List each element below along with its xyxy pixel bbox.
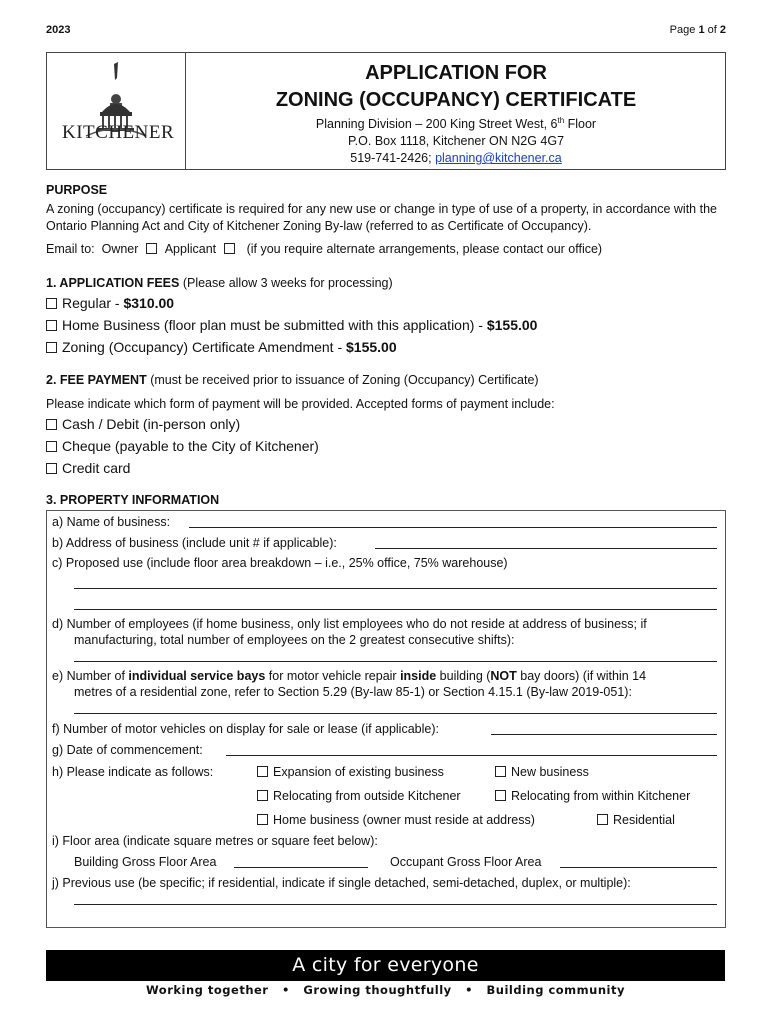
city-hall-logo-icon [46, 52, 186, 170]
fees-note: (Please allow 3 weeks for processing) [179, 276, 393, 290]
reloc-outside-checkbox[interactable] [257, 790, 268, 801]
property-heading: 3. PROPERTY INFORMATION [46, 493, 220, 507]
fee-amendment-label: Zoning (Occupancy) Certificate Amendment - [62, 339, 347, 355]
service-bays-mid: for motor vehicle repair [265, 669, 401, 683]
tagline-2: Growing thoughtfully [303, 983, 452, 997]
kitchener-logo-text: KITCHENER [62, 122, 175, 143]
fees-heading-title: 1. APPLICATION FEES [46, 276, 180, 290]
indicate-label: h) Please indicate as follows: [52, 765, 214, 779]
reloc-within-label: Relocating from within Kitchener [511, 789, 691, 803]
option-home-business [257, 812, 535, 828]
owner-label: Owner [101, 242, 139, 256]
fee-option-amendment [46, 339, 397, 356]
option-new-business [495, 764, 589, 780]
option-reloc-within [495, 788, 690, 804]
tagline-bullet-1: • [282, 983, 290, 997]
page-total: 2 [719, 24, 726, 36]
email-to-row [46, 241, 602, 258]
commencement-date-field[interactable] [226, 755, 717, 756]
expansion-checkbox[interactable] [257, 766, 268, 777]
applicant-label: Applicant [164, 242, 217, 256]
fee-amendment-checkbox[interactable] [46, 342, 57, 353]
occupant-gfa-label: Occupant Gross Floor Area [390, 855, 542, 869]
new-business-label: New business [511, 765, 589, 779]
fee-home-checkbox[interactable] [46, 320, 57, 331]
purpose-heading: PURPOSE [46, 183, 108, 197]
address-line-1 [186, 112, 726, 133]
reloc-within-checkbox[interactable] [495, 790, 506, 801]
cheque-label: Cheque (payable to the City of Kitchener) [62, 438, 319, 454]
expansion-label: Expansion of existing business [273, 765, 444, 779]
payment-heading-title: 2. FEE PAYMENT [46, 373, 147, 387]
title-line-1: APPLICATION FOR [365, 62, 547, 84]
option-reloc-outside [257, 788, 461, 804]
credit-checkbox[interactable] [46, 463, 57, 474]
fee-regular-label: Regular - [62, 295, 124, 311]
fee-home-price: $155.00 [486, 317, 538, 333]
address-1-sup: th [557, 116, 565, 125]
cheque-checkbox[interactable] [46, 441, 57, 452]
home-business-label: Home business (owner must reside at address) [273, 813, 535, 827]
previous-use-field[interactable] [74, 904, 717, 905]
page-prefix: Page [669, 24, 696, 36]
page-of: of [707, 24, 717, 36]
fee-option-home-business [46, 317, 537, 334]
address-1-text: Planning Division – 200 King Street West, 6 [315, 117, 558, 132]
owner-checkbox[interactable] [146, 243, 157, 254]
payment-intro: Please indicate which form of payment will be provided. Accepted forms of payment include: [46, 397, 555, 411]
purpose-text: A zoning (occupancy) certificate is required for any new use or change in type of use of a property, in accordance with the Ontario Planning Act and City of Kitchener Zoning By-law (referred to as Certificate of Occupancy). [46, 202, 717, 233]
residential-label: Residential [613, 813, 675, 827]
email-note: (if you require alternate arrangements, please contact our office) [246, 242, 603, 256]
title-line-2: ZONING (OCCUPANCY) CERTIFICATE [275, 89, 637, 111]
applicant-checkbox[interactable] [224, 243, 235, 254]
page-number [670, 24, 726, 36]
credit-label: Credit card [62, 460, 131, 476]
fee-amendment-price: $155.00 [346, 339, 397, 355]
address-line-2: P.O. Box 1118, Kitchener ON N2G 4G7 [347, 134, 565, 149]
home-business-checkbox[interactable] [257, 814, 268, 825]
phone-number: 519-741-2426; [350, 151, 436, 166]
email-link[interactable]: planning@kitchener.ca [435, 151, 562, 166]
business-name-field[interactable] [189, 527, 717, 528]
city-banner: A city for everyone [46, 950, 725, 981]
building-gfa-label: Building Gross Floor Area [74, 855, 217, 869]
email-to-label: Email to: [46, 242, 95, 256]
business-address-label: b) Address of business (include unit # if applicable): [52, 536, 337, 550]
contact-line [186, 150, 726, 167]
service-bays-pre: e) Number of [52, 669, 129, 683]
option-residential [597, 812, 675, 828]
residential-checkbox[interactable] [597, 814, 608, 825]
fee-home-label: Home Business (floor plan must be submitted with this application) - [62, 317, 487, 333]
fee-option-regular [46, 295, 174, 312]
new-business-checkbox[interactable] [495, 766, 506, 777]
tagline-1: Working together [146, 983, 269, 997]
proposed-use-label: c) Proposed use (include floor area breakdown – i.e., 25% office, 75% warehouse) [52, 556, 508, 570]
fee-regular-price: $310.00 [123, 295, 175, 311]
fee-regular-checkbox[interactable] [46, 298, 57, 309]
business-name-label: a) Name of business: [52, 515, 171, 529]
logo-cell [46, 52, 186, 170]
address-1-post: Floor [564, 117, 597, 132]
payment-option-credit [46, 460, 130, 477]
page-current: 1 [698, 24, 705, 36]
building-gfa-field[interactable] [234, 867, 368, 868]
occupant-gfa-field[interactable] [560, 867, 717, 868]
service-bays-post: bay doors) (if within 14 [516, 669, 647, 683]
business-address-field[interactable] [375, 548, 717, 549]
payment-note: (must be received prior to issuance of Zoning (Occupancy) Certificate) [146, 373, 539, 387]
commencement-date-label: g) Date of commencement: [52, 743, 203, 757]
city-tagline [46, 983, 725, 997]
employees-label-1: d) Number of employees (if home business, only list employees who do not reside at address of business; if [52, 617, 647, 631]
cash-checkbox[interactable] [46, 419, 57, 430]
service-bays-label-1 [52, 668, 722, 684]
payment-heading [46, 372, 539, 389]
cash-label: Cash / Debit (in-person only) [62, 416, 241, 432]
option-expansion [257, 764, 444, 780]
service-bays-mid-2: building ( [436, 669, 491, 683]
proposed-use-field-1[interactable] [74, 588, 717, 589]
vehicles-display-label: f) Number of motor vehicles on display for sale or lease (if applicable): [52, 722, 439, 736]
contact-address [186, 112, 726, 167]
service-bays-field[interactable] [74, 713, 717, 714]
service-bays-label-2: metres of a residential zone, refer to Section 5.29 (By-law 85-1) or Section 4.15.1 (By-law 2019-051): [74, 685, 632, 699]
tagline-3: Building community [486, 983, 625, 997]
fees-heading [46, 275, 393, 292]
proposed-use-field-2[interactable] [74, 609, 717, 610]
service-bays-bold-3: NOT [490, 669, 517, 683]
previous-use-label: j) Previous use (be specific; if residential, indicate if single detached, semi-detached, duplex, or multiple): [52, 876, 631, 890]
year-label: 2023 [46, 24, 71, 36]
payment-option-cheque [46, 438, 319, 455]
page-title [186, 60, 726, 114]
reloc-outside-label: Relocating from outside Kitchener [273, 789, 461, 803]
floor-area-label: i) Floor area (indicate square metres or square feet below): [52, 834, 378, 848]
employees-label-2: manufacturing, total number of employees on the 2 greatest consecutive shifts): [74, 633, 515, 647]
vehicles-display-field[interactable] [491, 734, 717, 735]
employees-field[interactable] [74, 661, 717, 662]
payment-option-cash [46, 416, 240, 433]
service-bays-bold-2: inside [400, 669, 437, 683]
service-bays-bold-1: individual service bays [128, 669, 266, 683]
tagline-bullet-2: • [465, 983, 474, 997]
